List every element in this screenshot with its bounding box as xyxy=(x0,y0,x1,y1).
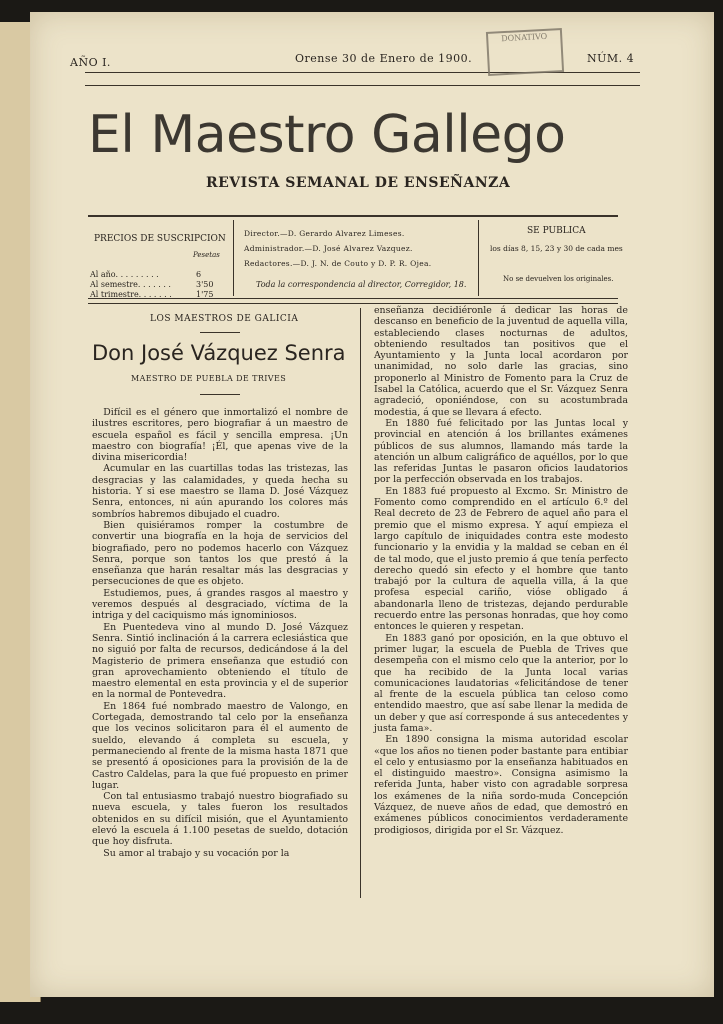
infobox-bottom-rule-2 xyxy=(88,303,618,304)
article-paragraph: Acumular en las cuartillas todas las tristezas, las desgracias y las calamidades, y queda hecha su historia. Y si ese maestro se llama D. José Vázquez Senra, entonces, ni aún apurando los colores más sombríos habremos dibujado el cuadro. xyxy=(92,463,348,520)
section-underline xyxy=(200,332,240,333)
masthead-title: El Maestro Gallego xyxy=(88,105,566,165)
header-bottom-rule xyxy=(85,85,640,86)
article-paragraph: Bien quisiéramos romper la costumbre de convertir una biografía en la hoja de servicios del biografiado, pero no podemos hacerlo con Vázquez Senra, porque son tantos los que prestó á la enseñanza que harán resaltar más las desgracias y persecuciones de que es objeto. xyxy=(92,519,348,588)
article-paragraph: En 1890 consigna la misma autoridad escolar «que los años no tienen poder bastante para entibiar el celo y entusiasmo por la enseñanza habituados en el distinguido maestro». Consigna asimismo la referida Junta, haber visto con agradable sorpresa los exámenes de la niña sordo-muda Concepción Vázquez, de nueve años de edad, que demostró en exámenes públicos conocimientos verdaderamente prodigiosos, dirigida por el Sr. Vázquez. xyxy=(374,734,628,836)
editors-line: Redactores.—D. J. N. de Couto y D. P. R. Ojea. xyxy=(244,259,432,268)
article-paragraph: Difícil es el género que inmortalizó el nombre de ilustres escritores, pero biografiar á un maestro de escuela español es fácil y sencilla empresa. ¡Un maestro con biografía! ¡Él, que apenas vive de la divina misericordia! xyxy=(92,407,348,464)
subscription-unit: Pesetas xyxy=(193,251,220,259)
subscription-row xyxy=(90,270,210,279)
correspondence-line: Toda la correspondencia al director, Corregidor, 18. xyxy=(256,280,467,289)
article-paragraph: Estudiemos, pues, á grandes rasgos al maestro y veremos después al desgraciado, víctima de la intriga y del caciquismo más ignominiosos. xyxy=(92,587,348,622)
subscription-row-label: Al año. . . . . . . . . xyxy=(90,270,159,279)
subscription-row-label: Al semestre. . . . . . . xyxy=(90,280,171,289)
article-paragraph: enseñanza decidiéronle á dedicar las horas de descanso en beneficio de la juventud de aquella villa, estableciendo clases nocturnas de adultos, obteniendo resultados tan positivos que el Ayuntamiento y la Junta local acordaron por unanimidad, no solo darle las gracias, sino proponerlo al Ministro de Fomento para la Cruz de Isabel la Católica, acuerdo que el Sr. Vázquez Senra agradeció, oponiéndose, con su acostumbrada modestia, á que se llevara á efecto. xyxy=(374,305,628,418)
issue-date: Orense 30 de Enero de 1900. xyxy=(295,52,473,65)
article-paragraph: Su amor al trabajo y su vocación por la xyxy=(103,847,290,859)
article-paragraph: En 1883 fué propuesto al Excmo. Sr. Ministro de Fomento como comprendido en el artículo 6.º del Real decreto de 23 de Febrero de aquel año para el premio que el mismo expresa. Y aquí empieza el largo capítulo de iniquidades contra este modesto funcionario y la envidia y la maldad se ceban en él de tal modo, que el justo premio á que tenía perfecto derecho quedó sin efecto y el hombre que tanto trabajó por la cultura de aquella villa, á la que profesa especial cariño, vióse obligado á abandonarla lleno de tristezas, dejando perdurable recuerdo entre las personas honradas, que hoy como entonces le quieren y respetan. xyxy=(374,485,628,633)
article-paragraph: En 1883 ganó por oposición, en la que obtuvo el primer lugar, la escuela de Puebla de Trives que desempeña con el mismo celo que la anterior, por lo que ha recibido de la Junta local varias comunicaciones laudatorias «felicitándose de tener al frente de la escuela pública tan celoso como entendido maestro, que así sabe llenar la medida de un deber y que así corresponde á sus antecedentes y justa fama». xyxy=(374,632,628,734)
donation-stamp xyxy=(486,28,564,76)
subscription-title: PRECIOS DE SUSCRIPCION xyxy=(94,234,226,244)
subscription-row-label: Al trimestre. . . . . . . xyxy=(90,290,172,299)
article-column-1 xyxy=(92,407,348,859)
article-column-2 xyxy=(374,305,628,836)
masthead-subtitle: REVISTA SEMANAL DE ENSEÑANZA xyxy=(206,175,511,191)
infobox-divider-1 xyxy=(233,220,234,296)
subscription-row xyxy=(90,280,214,289)
director-line: Director.—D. Gerardo Alvarez Limeses. xyxy=(244,229,405,238)
infobox-divider-2 xyxy=(478,220,479,296)
publication-note: No se devuelven los originales. xyxy=(503,275,614,283)
publication-days: los días 8, 15, 23 y 30 de cada mes xyxy=(490,244,623,253)
stamp-text: DONATIVO xyxy=(501,31,548,44)
article-paragraph: En Puentedeva vino al mundo D. José Vázquez Senra. Sintió inclinación á la carrera eclesiástica que no siguió por falta de recursos, dedicándose á la del Magisterio de primera enseñanza que estudió con gran aprovechamiento obteniendo el título de maestro elemental en esta provincia y el de superior en la normal de Pontevedra. xyxy=(92,621,348,701)
year-label: AÑO I. xyxy=(70,56,111,69)
article-title: Don José Vázquez Senra xyxy=(92,341,346,365)
column-divider xyxy=(360,308,361,898)
article-paragraph: En 1864 fué nombrado maestro de Valongo, en Cortegada, demostrando tal celo por la enseñanza que los vecinos solicitaron para él el aumento de sueldo, elevando á completa su escuela, y permaneciendo al frente de la misma hasta 1871 que se presentó á oposiciones para la provisión de la de Castro Caldelas, para la que fué propuesto en primer lugar. xyxy=(92,700,348,791)
subscription-row-value: 6 xyxy=(196,270,202,279)
article-paragraph: En 1880 fué felicitado por las Juntas local y provincial en atención á los brillantes exámenes públicos de sus alumnos, llamando más tarde la atención un album caligráfico de aquéllos, por lo que las referidas Juntas le pasaron oficios laudatorios por la perfección observada en los trabajos. xyxy=(374,417,628,486)
infobox-top-rule xyxy=(88,215,618,217)
administrator-line: Administrador.—D. José Alvarez Vazquez. xyxy=(244,244,413,253)
subtitle-underline xyxy=(200,394,240,395)
section-heading: LOS MAESTROS DE GALICIA xyxy=(150,314,299,324)
article-paragraph: Con tal entusiasmo trabajó nuestro biografiado su nueva escuela, y tales fueron los resultados obtenidos en su difícil misión, que el Ayuntamiento elevó la escuela á 1.100 pesetas de sueldo, dotación que hoy disfruta. xyxy=(92,791,348,848)
subscription-row xyxy=(90,290,214,299)
article-subtitle: MAESTRO DE PUEBLA DE TRIVES xyxy=(131,374,287,383)
issue-number: NÚM. 4 xyxy=(587,52,635,65)
publication-title: SE PUBLICA xyxy=(527,226,586,236)
subscription-row-value: 3'50 xyxy=(196,280,214,289)
subscription-row-value: 1'75 xyxy=(196,290,214,299)
